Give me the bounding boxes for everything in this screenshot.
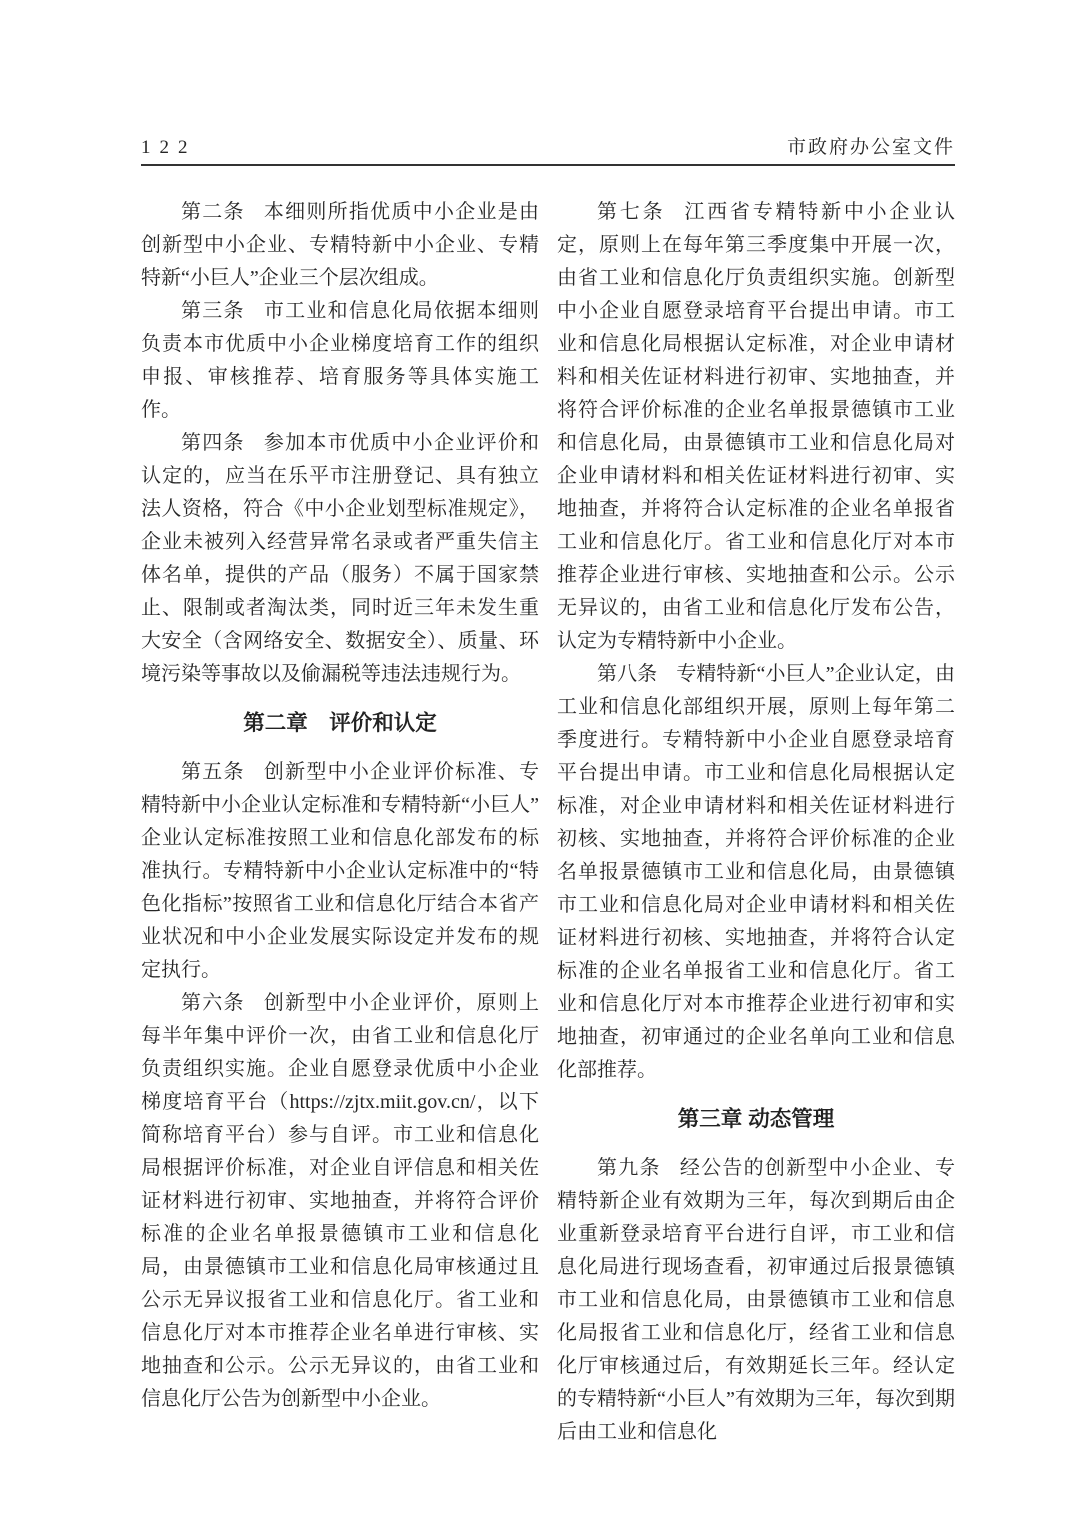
- article-text: 创新型中小企业评价标准、专精特新中小企业认定标准和专精特新“小巨人”企业认定标准按照工业和信息化部发布的标准执行。专精特新中小企业认定标准中的“特色化指标”按照省工业和信息化厅结合本省产业状况和中小企业发展实际设定并发布的规定执行。: [141, 761, 540, 981]
- article-paragraph: [557, 196, 955, 658]
- article-text: 经公告的创新型中小企业、专精特新企业有效期为三年，每次到期后由企业重新登录培育平台进行自评，市工业和信息化局进行现场查看，初审通过后报景德镇市工业和信息化局，由景德镇市工业和信息化局报省工业和信息化厅，经省工业和信息化厅审核通过后，有效期延长三年。经认定的专精特新“小巨人”有效期为三年，每次到期后由工业和信息化: [557, 1157, 956, 1443]
- article-paragraph: [141, 295, 539, 427]
- article-text: 江西省专精特新中小企业认定，原则上在每年第三季度集中开展一次，由省工业和信息化厅负责组织实施。创新型中小企业自愿登录培育平台提出申请。市工业和信息化局根据认定标准，对企业申请材料和相关佐证材料进行初审、实地抽查，并将符合评价标准的企业名单报景德镇市工业和信息化局，由景德镇市工业和信息化局对企业申请材料和相关佐证材料进行初审、实地抽查，并将符合认定标准的企业名单报省工业和信息化厅。省工业和信息化厅对本市推荐企业进行审核、实地抽查和公示。公示无异议的，由省工业和信息化厅发布公告，认定为专精特新中小企业。: [557, 201, 956, 652]
- article-label: 第二条: [181, 201, 245, 223]
- article-label: 第八条: [597, 663, 658, 685]
- article-label: 第五条: [181, 761, 245, 783]
- right-column: [557, 196, 955, 1449]
- article-text: 专精特新“小巨人”企业认定，由工业和信息化部组织开展，原则上每年第二季度进行。专精特新中小企业自愿登录培育平台提出申请。市工业和信息化局根据认定标准，对企业申请材料和相关佐证材料进行初核、实地抽查，并将符合评价标准的企业名单报景德镇市工业和信息化局，由景德镇市工业和信息化局对企业申请材料和相关佐证材料进行初核、实地抽查，并将符合认定标准的企业名单报省工业和信息化厅。省工业和信息化厅对本市推荐企业进行初审和实地抽查，初审通过的企业名单向工业和信息化部推荐。: [557, 663, 955, 1081]
- article-paragraph: [141, 196, 539, 295]
- chapter-heading: 第三章 动态管理: [677, 1107, 835, 1131]
- article-text: 参加本市优质中小企业评价和认定的，应当在乐平市注册登记、具有独立法人资格，符合《中小企业划型标准规定》，企业未被列入经营异常名录或者严重失信主体名单，提供的产品（服务）不属于国家禁止、限制或者淘汰类，同时近三年未发生重大安全（含网络安全、数据安全）、质量、环境污染等事故以及偷漏税等违法违规行为。: [141, 432, 540, 685]
- article-paragraph: [557, 1152, 955, 1449]
- article-label: 第六条: [181, 992, 245, 1014]
- left-column: [141, 196, 539, 1449]
- article-paragraph: [141, 756, 539, 987]
- article-label: 第九条: [597, 1157, 661, 1179]
- article-label: 第三条: [181, 300, 245, 322]
- article-label: 第七条: [597, 201, 666, 223]
- article-paragraph: [141, 427, 539, 691]
- page-number: 122: [141, 137, 197, 158]
- article-text: 本细则所指优质中小企业是由创新型中小企业、专精特新中小企业、专精特新“小巨人”企业三个层次组成。: [141, 201, 540, 289]
- article-paragraph: [557, 658, 955, 1087]
- two-column-content: [141, 196, 955, 1449]
- header-doc-label: 市政府办公室文件: [786, 137, 955, 158]
- chapter-heading: 第二章 评价和认定: [243, 711, 437, 735]
- article-paragraph: [141, 987, 539, 1416]
- article-text: 市工业和信息化局依据本细则负责本市优质中小企业梯度培育工作的组织申报、审核推荐、培育服务等具体实施工作。: [141, 300, 540, 421]
- article-text: 创新型中小企业评价，原则上每半年集中评价一次，由省工业和信息化厅负责组织实施。企业自愿登录优质中小企业梯度培育平台（https://zjtx.miit.gov.cn/，以下简称培育平台）参与自评。市工业和信息化局根据评价标准，对企业自评信息和相关佐证材料进行初审、实地抽查，并将符合评价标准的企业名单报景德镇市工业和信息化局，由景德镇市工业和信息化局审核通过且公示无异议报省工业和信息化厅。省工业和信息化厅对本市推荐企业名单进行审核、实地抽查和公示。公示无异议的，由省工业和信息化厅公告为创新型中小企业。: [141, 992, 540, 1410]
- page-header: [141, 138, 955, 166]
- article-label: 第四条: [181, 432, 245, 454]
